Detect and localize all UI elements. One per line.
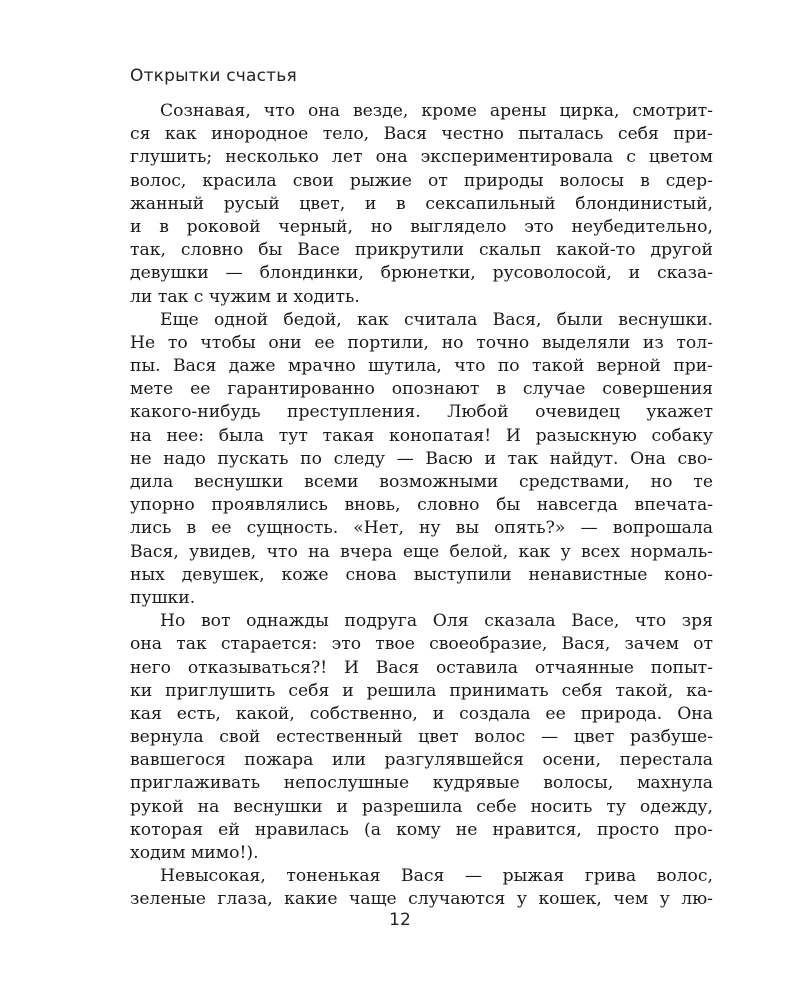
text-line: вавшегося пожара или разгулявшейся осени, перестала bbox=[130, 750, 713, 771]
text-line: лись в ее сущность. «Нет, ну вы опять?» — вопрошала bbox=[130, 518, 713, 539]
text-line: него отказываться?! И Вася оставила отчаянные попыт- bbox=[130, 657, 713, 678]
text-line: ки приглушить себя и решила принимать себя такой, ка- bbox=[130, 680, 713, 701]
text-line: ли так с чужим и ходить. bbox=[130, 286, 360, 307]
text-line: Не то чтобы они ее портили, но точно выделяли из тол- bbox=[130, 332, 713, 353]
text-line: рукой на веснушки и разрешила себе носить ту одежду, bbox=[130, 796, 713, 817]
text-line: она так старается: это твое своеобразие, Вася, зачем от bbox=[130, 634, 713, 655]
text-line: Еще одной бедой, как считала Вася, были веснушки. bbox=[160, 309, 713, 330]
text-line: которая ей нравилась (а кому не нравится, просто про- bbox=[130, 819, 713, 840]
text-line: Сознавая, что она везде, кроме арены цирка, смотрит- bbox=[160, 101, 713, 121]
text-line: пушки. bbox=[130, 587, 196, 608]
text-line: зеленые глаза, какие чаще случаются у кошек, чем у лю- bbox=[130, 889, 713, 910]
text-line: вернула свой естественный цвет волос — цвет разбуше- bbox=[130, 727, 713, 748]
running-header: Открытки счастья bbox=[130, 66, 297, 86]
text-line: волос, красила свои рыжие от природы волосы в сдер- bbox=[130, 170, 713, 191]
body-text bbox=[130, 100, 713, 912]
text-line: жанный русый цвет, и в сексапильный блондинистый, bbox=[130, 193, 713, 214]
text-line: приглаживать непослушные кудрявые волосы, махнула bbox=[130, 773, 713, 794]
text-line: Невысокая, тоненькая Вася — рыжая грива волос, bbox=[160, 866, 713, 887]
page-number: 12 bbox=[389, 910, 411, 930]
text-line: какого-нибудь преступления. Любой очевидец укажет bbox=[130, 402, 713, 423]
text-line: ных девушек, коже снова выступили ненавистные коно- bbox=[130, 564, 713, 585]
text-line: на нее: была тут такая конопатая! И разыскную собаку bbox=[130, 425, 713, 446]
text-line: не надо пускать по следу — Васю и так найдут. Она сво- bbox=[130, 448, 713, 469]
text-line: глушить; несколько лет она экспериментировала с цветом bbox=[130, 147, 713, 168]
text-line: упорно проявлялись вновь, словно бы навсегда впечата- bbox=[130, 495, 713, 516]
text-line: ходим мимо!). bbox=[130, 843, 259, 863]
text-line: Но вот однажды подруга Оля сказала Васе, что зря bbox=[160, 611, 713, 632]
text-line: ся как инородное тело, Вася честно пыталась себя при- bbox=[130, 124, 713, 145]
text-line: девушки — блондинки, брюнетки, русоволосой, и сказа- bbox=[130, 263, 713, 284]
text-line: Вася, увидев, что на вчера еще белой, как у всех нормаль- bbox=[130, 541, 713, 562]
text-line: и в роковой черный, но выглядело это неубедительно, bbox=[130, 216, 713, 237]
text-line: дила веснушки всеми возможными средствами, но те bbox=[130, 472, 713, 492]
text-line: пы. Вася даже мрачно шутила, что по такой верной при- bbox=[130, 356, 713, 377]
text-line: мете ее гарантированно опознают в случае совершения bbox=[130, 379, 713, 400]
text-line: так, словно бы Васе прикрутили скальп какой-то другой bbox=[130, 240, 713, 261]
text-line: кая есть, какой, собственно, и создала ее природа. Она bbox=[130, 703, 713, 724]
